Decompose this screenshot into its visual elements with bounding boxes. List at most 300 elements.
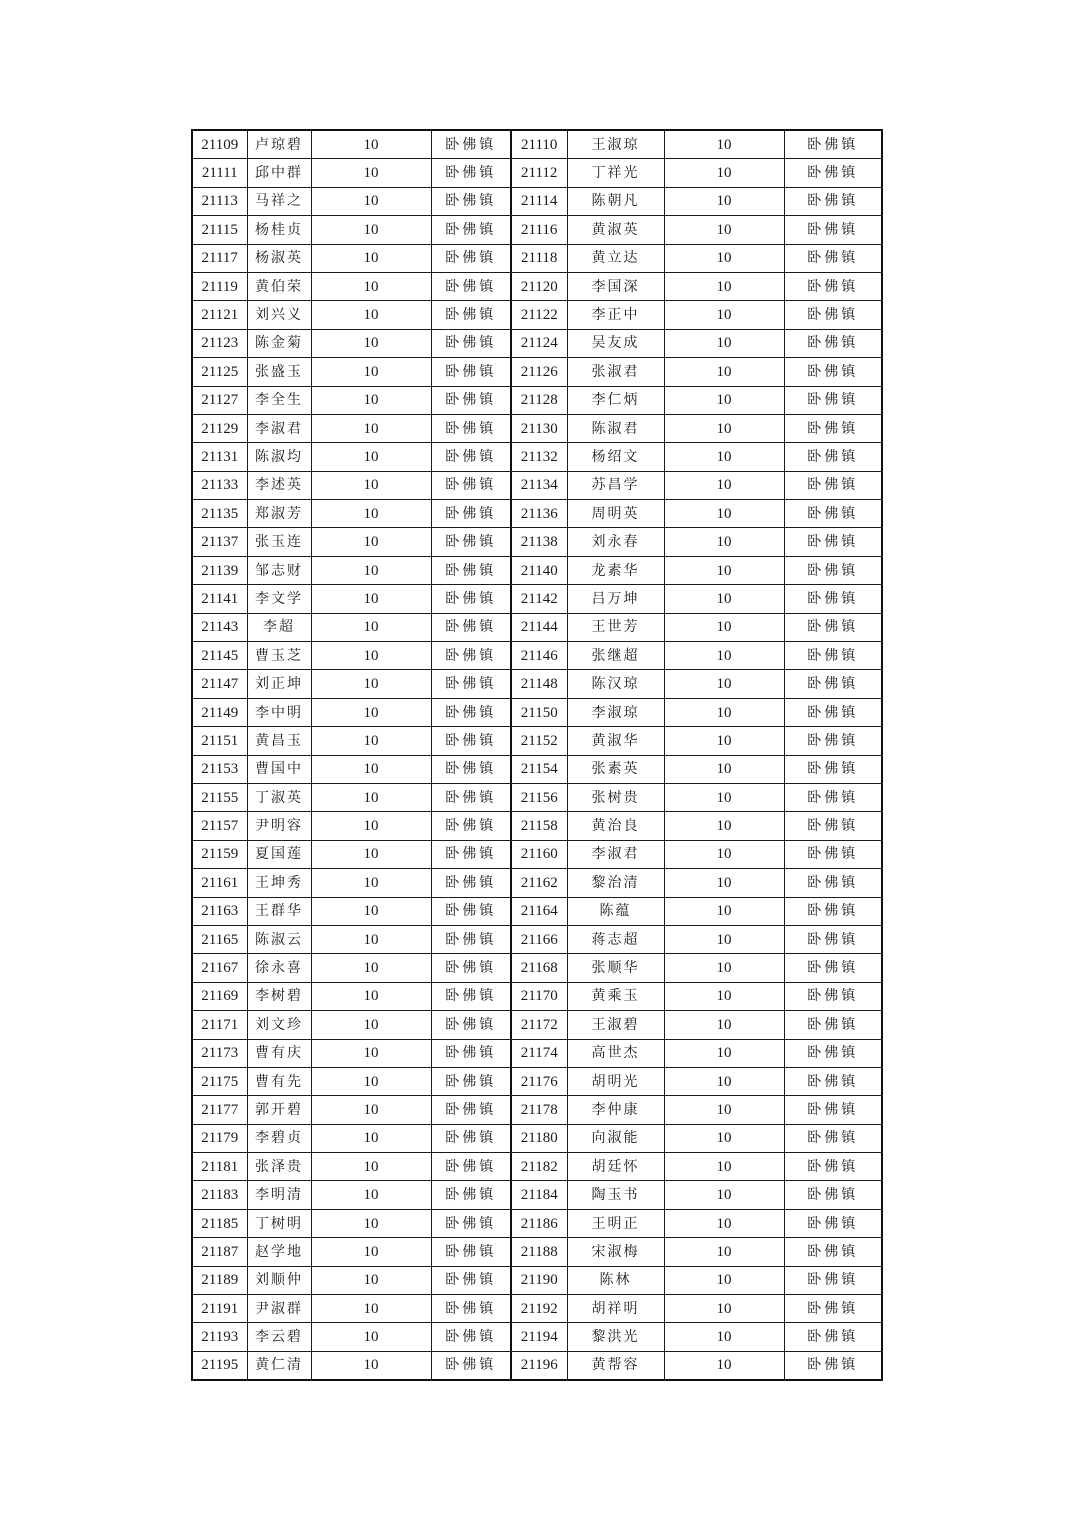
amount-cell: 10 (311, 925, 431, 953)
town-name-cell: 卧佛镇 (784, 358, 882, 386)
town-name-cell: 卧佛镇 (431, 783, 511, 811)
person-name-cell: 王世芳 (567, 613, 664, 641)
record-id-cell: 21178 (511, 1096, 567, 1124)
town-name-cell: 卧佛镇 (431, 1011, 511, 1039)
person-name-cell: 赵学地 (247, 1238, 311, 1266)
amount-cell: 10 (311, 1011, 431, 1039)
record-id-cell: 21195 (192, 1351, 247, 1380)
table-row (192, 187, 882, 215)
record-id-cell: 21166 (511, 925, 567, 953)
town-name-cell: 卧佛镇 (784, 642, 882, 670)
person-name-cell: 宋淑梅 (567, 1238, 664, 1266)
amount-cell: 10 (311, 1153, 431, 1181)
amount-cell: 10 (311, 216, 431, 244)
amount-cell: 10 (664, 159, 784, 187)
amount-cell: 10 (664, 301, 784, 329)
table-row (192, 471, 882, 499)
amount-cell: 10 (664, 1124, 784, 1152)
amount-cell: 10 (664, 585, 784, 613)
amount-cell: 10 (311, 783, 431, 811)
town-name-cell: 卧佛镇 (784, 613, 882, 641)
table-row (192, 1039, 882, 1067)
record-id-cell: 21123 (192, 329, 247, 357)
person-name-cell: 黄淑英 (567, 216, 664, 244)
record-id-cell: 21173 (192, 1039, 247, 1067)
town-name-cell: 卧佛镇 (784, 1096, 882, 1124)
record-id-cell: 21151 (192, 727, 247, 755)
person-name-cell: 胡明光 (567, 1067, 664, 1095)
amount-cell: 10 (311, 1209, 431, 1237)
person-name-cell: 黄立达 (567, 244, 664, 272)
table-row (192, 528, 882, 556)
record-id-cell: 21120 (511, 272, 567, 300)
town-name-cell: 卧佛镇 (784, 1295, 882, 1323)
amount-cell: 10 (311, 443, 431, 471)
record-id-cell: 21122 (511, 301, 567, 329)
record-id-cell: 21165 (192, 925, 247, 953)
record-id-cell: 21193 (192, 1323, 247, 1351)
record-id-cell: 21189 (192, 1266, 247, 1294)
amount-cell: 10 (664, 869, 784, 897)
amount-cell: 10 (311, 1295, 431, 1323)
amount-cell: 10 (664, 1295, 784, 1323)
person-name-cell: 陶玉书 (567, 1181, 664, 1209)
amount-cell: 10 (664, 358, 784, 386)
amount-cell: 10 (664, 1153, 784, 1181)
table-row (192, 556, 882, 584)
person-name-cell: 李树碧 (247, 982, 311, 1010)
town-name-cell: 卧佛镇 (784, 500, 882, 528)
record-id-cell: 21126 (511, 358, 567, 386)
record-id-cell: 21142 (511, 585, 567, 613)
record-id-cell: 21184 (511, 1181, 567, 1209)
table-row (192, 812, 882, 840)
town-name-cell: 卧佛镇 (784, 783, 882, 811)
record-id-cell: 21117 (192, 244, 247, 272)
town-name-cell: 卧佛镇 (431, 187, 511, 215)
town-name-cell: 卧佛镇 (784, 1181, 882, 1209)
person-name-cell: 张树贵 (567, 783, 664, 811)
amount-cell: 10 (664, 670, 784, 698)
record-id-cell: 21130 (511, 414, 567, 442)
town-name-cell: 卧佛镇 (784, 329, 882, 357)
amount-cell: 10 (311, 1039, 431, 1067)
person-name-cell: 尹明容 (247, 812, 311, 840)
record-id-cell: 21111 (192, 159, 247, 187)
record-id-cell: 21137 (192, 528, 247, 556)
amount-cell: 10 (311, 982, 431, 1010)
record-id-cell: 21136 (511, 500, 567, 528)
person-name-cell: 郭开碧 (247, 1096, 311, 1124)
table-row (192, 670, 882, 698)
amount-cell: 10 (664, 414, 784, 442)
person-name-cell: 陈蕴 (567, 897, 664, 925)
record-id-cell: 21146 (511, 642, 567, 670)
record-id-cell: 21113 (192, 187, 247, 215)
town-name-cell: 卧佛镇 (431, 1238, 511, 1266)
table-row (192, 1124, 882, 1152)
amount-cell: 10 (311, 358, 431, 386)
town-name-cell: 卧佛镇 (431, 897, 511, 925)
town-name-cell: 卧佛镇 (784, 897, 882, 925)
person-name-cell: 陈汉琼 (567, 670, 664, 698)
person-name-cell: 杨桂贞 (247, 216, 311, 244)
record-id-cell: 21158 (511, 812, 567, 840)
person-name-cell: 陈淑均 (247, 443, 311, 471)
record-id-cell: 21174 (511, 1039, 567, 1067)
table-row (192, 954, 882, 982)
record-id-cell: 21147 (192, 670, 247, 698)
person-name-cell: 李中明 (247, 698, 311, 726)
amount-cell: 10 (664, 386, 784, 414)
amount-cell: 10 (311, 386, 431, 414)
town-name-cell: 卧佛镇 (784, 216, 882, 244)
record-id-cell: 21177 (192, 1096, 247, 1124)
amount-cell: 10 (664, 1266, 784, 1294)
record-id-cell: 21159 (192, 840, 247, 868)
town-name-cell: 卧佛镇 (431, 925, 511, 953)
town-name-cell: 卧佛镇 (784, 301, 882, 329)
record-id-cell: 21194 (511, 1323, 567, 1351)
person-name-cell: 黎洪光 (567, 1323, 664, 1351)
town-name-cell: 卧佛镇 (431, 585, 511, 613)
person-name-cell: 陈林 (567, 1266, 664, 1294)
town-name-cell: 卧佛镇 (784, 812, 882, 840)
amount-cell: 10 (664, 443, 784, 471)
town-name-cell: 卧佛镇 (431, 727, 511, 755)
town-name-cell: 卧佛镇 (431, 414, 511, 442)
amount-cell: 10 (311, 698, 431, 726)
record-id-cell: 21152 (511, 727, 567, 755)
town-name-cell: 卧佛镇 (431, 1124, 511, 1152)
town-name-cell: 卧佛镇 (784, 471, 882, 499)
town-name-cell: 卧佛镇 (431, 755, 511, 783)
table-row (192, 840, 882, 868)
town-name-cell: 卧佛镇 (431, 244, 511, 272)
person-name-cell: 曹有庆 (247, 1039, 311, 1067)
table-row (192, 414, 882, 442)
table-row (192, 159, 882, 187)
record-id-cell: 21186 (511, 1209, 567, 1237)
table-row (192, 386, 882, 414)
person-name-cell: 黎治清 (567, 869, 664, 897)
record-id-cell: 21185 (192, 1209, 247, 1237)
amount-cell: 10 (664, 471, 784, 499)
record-id-cell: 21150 (511, 698, 567, 726)
person-name-cell: 曹玉芝 (247, 642, 311, 670)
amount-cell: 10 (311, 755, 431, 783)
amount-cell: 10 (311, 1124, 431, 1152)
amount-cell: 10 (664, 727, 784, 755)
person-name-cell: 曹国中 (247, 755, 311, 783)
town-name-cell: 卧佛镇 (784, 244, 882, 272)
table-row (192, 329, 882, 357)
table-row (192, 642, 882, 670)
town-name-cell: 卧佛镇 (431, 954, 511, 982)
amount-cell: 10 (311, 471, 431, 499)
person-name-cell: 丁树明 (247, 1209, 311, 1237)
record-id-cell: 21188 (511, 1238, 567, 1266)
amount-cell: 10 (664, 925, 784, 953)
person-name-cell: 李碧贞 (247, 1124, 311, 1152)
town-name-cell: 卧佛镇 (431, 386, 511, 414)
record-id-cell: 21124 (511, 329, 567, 357)
person-name-cell: 马祥之 (247, 187, 311, 215)
amount-cell: 10 (311, 642, 431, 670)
amount-cell: 10 (311, 1238, 431, 1266)
amount-cell: 10 (311, 1323, 431, 1351)
town-name-cell: 卧佛镇 (784, 414, 882, 442)
town-name-cell: 卧佛镇 (784, 1153, 882, 1181)
town-name-cell: 卧佛镇 (784, 1351, 882, 1380)
person-name-cell: 向淑能 (567, 1124, 664, 1152)
amount-cell: 10 (311, 869, 431, 897)
town-name-cell: 卧佛镇 (431, 329, 511, 357)
table-row (192, 1238, 882, 1266)
record-id-cell: 21109 (192, 130, 247, 159)
town-name-cell: 卧佛镇 (431, 1153, 511, 1181)
town-name-cell: 卧佛镇 (431, 1323, 511, 1351)
person-name-cell: 刘文珍 (247, 1011, 311, 1039)
record-id-cell: 21180 (511, 1124, 567, 1152)
person-name-cell: 李淑琼 (567, 698, 664, 726)
person-name-cell: 胡祥明 (567, 1295, 664, 1323)
person-name-cell: 黄治良 (567, 812, 664, 840)
table-row (192, 1153, 882, 1181)
table-row (192, 1096, 882, 1124)
person-name-cell: 陈金菊 (247, 329, 311, 357)
person-name-cell: 黄帮容 (567, 1351, 664, 1380)
town-name-cell: 卧佛镇 (784, 1039, 882, 1067)
town-name-cell: 卧佛镇 (784, 982, 882, 1010)
amount-cell: 10 (311, 613, 431, 641)
town-name-cell: 卧佛镇 (431, 1096, 511, 1124)
person-name-cell: 曹有先 (247, 1067, 311, 1095)
person-name-cell: 李明清 (247, 1181, 311, 1209)
person-name-cell: 丁淑英 (247, 783, 311, 811)
record-id-cell: 21132 (511, 443, 567, 471)
record-id-cell: 21144 (511, 613, 567, 641)
record-id-cell: 21141 (192, 585, 247, 613)
town-name-cell: 卧佛镇 (431, 698, 511, 726)
person-name-cell: 尹淑群 (247, 1295, 311, 1323)
amount-cell: 10 (311, 585, 431, 613)
person-name-cell: 王淑琼 (567, 130, 664, 159)
town-name-cell: 卧佛镇 (784, 1238, 882, 1266)
amount-cell: 10 (664, 1323, 784, 1351)
town-name-cell: 卧佛镇 (431, 272, 511, 300)
town-name-cell: 卧佛镇 (784, 1209, 882, 1237)
table-row (192, 1351, 882, 1380)
record-id-cell: 21153 (192, 755, 247, 783)
town-name-cell: 卧佛镇 (784, 727, 882, 755)
town-name-cell: 卧佛镇 (784, 130, 882, 159)
amount-cell: 10 (664, 1011, 784, 1039)
table-row (192, 244, 882, 272)
amount-cell: 10 (664, 130, 784, 159)
amount-cell: 10 (664, 897, 784, 925)
amount-cell: 10 (311, 272, 431, 300)
amount-cell: 10 (311, 1266, 431, 1294)
record-id-cell: 21181 (192, 1153, 247, 1181)
amount-cell: 10 (311, 1181, 431, 1209)
person-name-cell: 徐永喜 (247, 954, 311, 982)
person-name-cell: 李淑君 (247, 414, 311, 442)
table-row (192, 1295, 882, 1323)
person-name-cell: 杨淑英 (247, 244, 311, 272)
record-id-cell: 21110 (511, 130, 567, 159)
town-name-cell: 卧佛镇 (784, 925, 882, 953)
person-name-cell: 黄仁清 (247, 1351, 311, 1380)
record-id-cell: 21115 (192, 216, 247, 244)
record-id-cell: 21140 (511, 556, 567, 584)
record-id-cell: 21139 (192, 556, 247, 584)
amount-cell: 10 (664, 244, 784, 272)
amount-cell: 10 (664, 1351, 784, 1380)
table-row (192, 500, 882, 528)
table-row (192, 982, 882, 1010)
record-id-cell: 21127 (192, 386, 247, 414)
town-name-cell: 卧佛镇 (784, 670, 882, 698)
record-id-cell: 21160 (511, 840, 567, 868)
town-name-cell: 卧佛镇 (784, 1323, 882, 1351)
record-id-cell: 21157 (192, 812, 247, 840)
amount-cell: 10 (311, 500, 431, 528)
town-name-cell: 卧佛镇 (431, 1295, 511, 1323)
person-name-cell: 刘兴义 (247, 301, 311, 329)
record-id-cell: 21125 (192, 358, 247, 386)
record-id-cell: 21196 (511, 1351, 567, 1380)
town-name-cell: 卧佛镇 (784, 187, 882, 215)
town-name-cell: 卧佛镇 (431, 159, 511, 187)
amount-cell: 10 (311, 840, 431, 868)
amount-cell: 10 (664, 1067, 784, 1095)
amount-cell: 10 (664, 1238, 784, 1266)
person-name-cell: 张素英 (567, 755, 664, 783)
record-id-cell: 21145 (192, 642, 247, 670)
table-row (192, 1067, 882, 1095)
person-name-cell: 李云碧 (247, 1323, 311, 1351)
table-row (192, 925, 882, 953)
amount-cell: 10 (311, 727, 431, 755)
record-id-cell: 21170 (511, 982, 567, 1010)
town-name-cell: 卧佛镇 (431, 130, 511, 159)
town-name-cell: 卧佛镇 (784, 698, 882, 726)
record-id-cell: 21187 (192, 1238, 247, 1266)
town-name-cell: 卧佛镇 (431, 1351, 511, 1380)
record-id-cell: 21176 (511, 1067, 567, 1095)
town-name-cell: 卧佛镇 (431, 869, 511, 897)
record-id-cell: 21164 (511, 897, 567, 925)
town-name-cell: 卧佛镇 (431, 556, 511, 584)
person-name-cell: 李国深 (567, 272, 664, 300)
amount-cell: 10 (311, 130, 431, 159)
person-name-cell: 苏昌学 (567, 471, 664, 499)
amount-cell: 10 (664, 528, 784, 556)
record-id-cell: 21161 (192, 869, 247, 897)
town-name-cell: 卧佛镇 (431, 528, 511, 556)
person-name-cell: 丁祥光 (567, 159, 664, 187)
person-name-cell: 蒋志超 (567, 925, 664, 953)
amount-cell: 10 (664, 613, 784, 641)
person-name-cell: 李全生 (247, 386, 311, 414)
person-name-cell: 郑淑芳 (247, 500, 311, 528)
table-row (192, 783, 882, 811)
record-id-cell: 21134 (511, 471, 567, 499)
town-name-cell: 卧佛镇 (431, 670, 511, 698)
person-name-cell: 黄昌玉 (247, 727, 311, 755)
town-name-cell: 卧佛镇 (431, 358, 511, 386)
person-name-cell: 黄淑华 (567, 727, 664, 755)
record-id-cell: 21128 (511, 386, 567, 414)
town-name-cell: 卧佛镇 (784, 386, 882, 414)
record-id-cell: 21143 (192, 613, 247, 641)
town-name-cell: 卧佛镇 (784, 443, 882, 471)
amount-cell: 10 (664, 500, 784, 528)
town-name-cell: 卧佛镇 (431, 840, 511, 868)
record-id-cell: 21172 (511, 1011, 567, 1039)
town-name-cell: 卧佛镇 (431, 642, 511, 670)
person-name-cell: 龙素华 (567, 556, 664, 584)
amount-cell: 10 (664, 755, 784, 783)
town-name-cell: 卧佛镇 (784, 1011, 882, 1039)
record-id-cell: 21131 (192, 443, 247, 471)
roster-table (191, 129, 883, 1381)
record-id-cell: 21156 (511, 783, 567, 811)
person-name-cell: 张玉连 (247, 528, 311, 556)
amount-cell: 10 (664, 812, 784, 840)
table-row (192, 216, 882, 244)
table-row (192, 1181, 882, 1209)
amount-cell: 10 (311, 1067, 431, 1095)
table-row (192, 727, 882, 755)
town-name-cell: 卧佛镇 (784, 556, 882, 584)
person-name-cell: 夏国莲 (247, 840, 311, 868)
amount-cell: 10 (664, 556, 784, 584)
town-name-cell: 卧佛镇 (431, 1067, 511, 1095)
record-id-cell: 21112 (511, 159, 567, 187)
person-name-cell: 王明正 (567, 1209, 664, 1237)
town-name-cell: 卧佛镇 (431, 500, 511, 528)
amount-cell: 10 (311, 897, 431, 925)
person-name-cell: 陈朝凡 (567, 187, 664, 215)
person-name-cell: 黄伯荣 (247, 272, 311, 300)
record-id-cell: 21175 (192, 1067, 247, 1095)
record-id-cell: 21162 (511, 869, 567, 897)
person-name-cell: 李文学 (247, 585, 311, 613)
amount-cell: 10 (664, 698, 784, 726)
record-id-cell: 21171 (192, 1011, 247, 1039)
town-name-cell: 卧佛镇 (784, 954, 882, 982)
record-id-cell: 21190 (511, 1266, 567, 1294)
town-name-cell: 卧佛镇 (431, 1039, 511, 1067)
person-name-cell: 杨绍文 (567, 443, 664, 471)
person-name-cell: 李仲康 (567, 1096, 664, 1124)
amount-cell: 10 (664, 840, 784, 868)
amount-cell: 10 (311, 556, 431, 584)
record-id-cell: 21135 (192, 500, 247, 528)
record-id-cell: 21149 (192, 698, 247, 726)
amount-cell: 10 (311, 1096, 431, 1124)
town-name-cell: 卧佛镇 (784, 1067, 882, 1095)
town-name-cell: 卧佛镇 (784, 272, 882, 300)
town-name-cell: 卧佛镇 (431, 1181, 511, 1209)
table-row (192, 1323, 882, 1351)
person-name-cell: 黄乘玉 (567, 982, 664, 1010)
record-id-cell: 21191 (192, 1295, 247, 1323)
amount-cell: 10 (664, 642, 784, 670)
table-row (192, 585, 882, 613)
